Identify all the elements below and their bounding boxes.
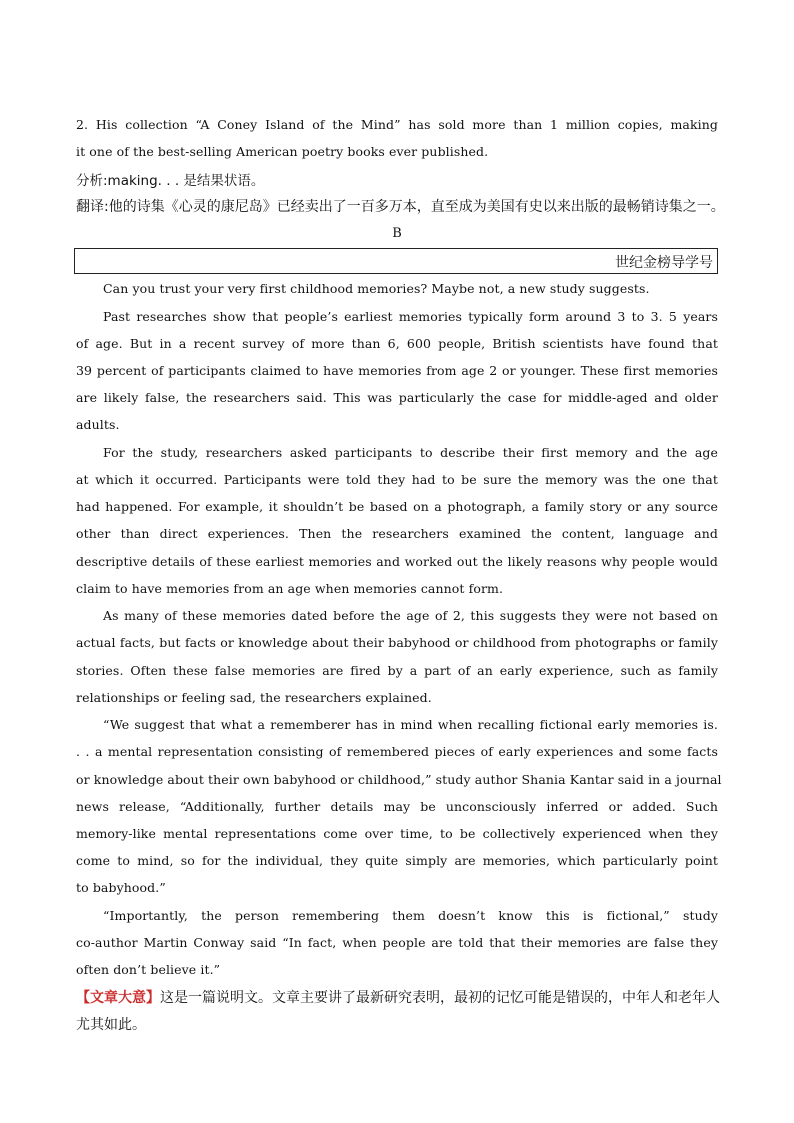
passage-line: 39 percent of participants claimed to have memories from age 2 or younger. These first memories <box>76 363 718 378</box>
passage-line: or knowledge about their own babyhood or childhood,” study author Shania Kantar said in a journal <box>76 772 722 787</box>
passage-line: at which it occurred. Participants were told they had to be sure the memory was the one that <box>76 472 718 487</box>
header-box-text: 世纪金榜导学号 <box>615 255 713 271</box>
passage-line: news release, “Additionally, further details may be unconsciously inferred or added. Such <box>76 799 718 814</box>
passage-line: adults. <box>76 417 120 432</box>
passage-line: are likely false, the researchers said. This was particularly the case for middle-aged and older <box>76 390 718 405</box>
item2-line1: 2. His collection “A Coney Island of the Mind” has sold more than 1 million copies, making <box>76 117 718 132</box>
passage-line: relationships or feeling sad, the researchers explained. <box>76 690 432 705</box>
passage-line: of age. But in a recent survey of more than 6, 600 people, British scientists have found that <box>76 336 718 351</box>
summary-line-2: 尤其如此。 <box>76 1017 146 1033</box>
passage-line: other than direct experiences. Then the researchers examined the content, language and <box>76 526 718 541</box>
analysis-line: 分析:making. . . 是结果状语。 <box>76 173 265 189</box>
passage-line: Past researches show that people’s earliest memories typically form around 3 to 3. 5 years <box>103 309 718 324</box>
passage-line: As many of these memories dated before the age of 2, this suggests they were not based on <box>103 608 718 623</box>
passage-line: stories. Often these false memories are fired by a part of an early experience, such as family <box>76 663 718 678</box>
passage-line: memory-like mental representations come over time, to be collectively experienced when they <box>76 826 718 841</box>
header-box <box>74 248 718 274</box>
summary-text-1: 这是一篇说明文。文章主要讲了最新研究表明，最初的记忆可能是错误的，中年人和老年人 <box>160 990 720 1006</box>
summary-line-1 <box>76 987 726 1007</box>
passage-line: to babyhood.” <box>76 880 166 895</box>
passage-line: often don’t believe it.” <box>76 962 221 977</box>
passage-line: claim to have memories from an age when memories cannot form. <box>76 581 504 596</box>
passage-line: “Importantly, the person remembering them doesn’t know this is fictional,” study <box>103 908 718 923</box>
passage-line: come to mind, so for the individual, they quite simply are memories, which particularly point <box>76 853 718 868</box>
passage-line: co-author Martin Conway said “In fact, when people are told that their memories are false they <box>76 935 718 950</box>
passage-line: For the study, researchers asked participants to describe their first memory and the age <box>103 445 718 460</box>
summary-tag: 【文章大意】 <box>76 990 160 1006</box>
passage-line: Can you trust your very first childhood memories? Maybe not, a new study suggests. <box>103 281 650 296</box>
passage-line: “We suggest that what a rememberer has in mind when recalling fictional early memories is. <box>103 717 718 732</box>
passage-line: descriptive details of these earliest memories and worked out the likely reasons why people would <box>76 554 718 569</box>
passage-line: . . a mental representation consisting of remembered pieces of early experiences and some facts <box>76 744 718 759</box>
item2-line2: it one of the best-selling American poetry books ever published. <box>76 144 489 159</box>
section-label: B <box>392 226 402 241</box>
passage-line: had happened. For example, it shouldn’t be based on a photograph, a family story or any source <box>76 499 718 514</box>
translation-line: 翻译:他的诗集《心灵的康尼岛》已经卖出了一百多万本，直至成为美国有史以来出版的最畅销诗集之一。 <box>76 199 725 215</box>
passage-line: actual facts, but facts or knowledge about their babyhood or childhood from photographs or family <box>76 635 718 650</box>
